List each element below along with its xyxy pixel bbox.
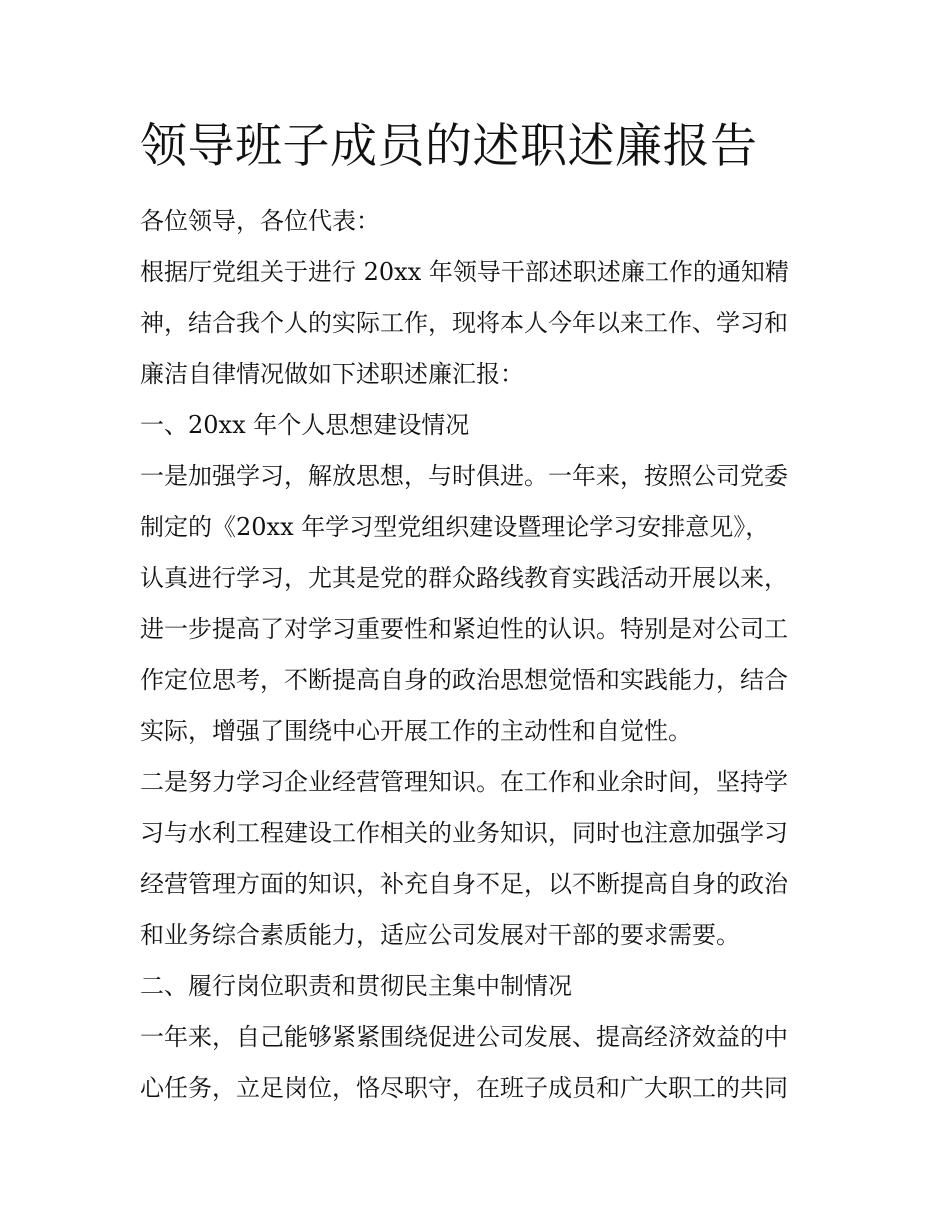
document-title: 领导班子成员的述职述廉报告: [140, 119, 758, 174]
document-body: [140, 196, 816, 1114]
paragraph-line: 和业务综合素质能力，适应公司发展对干部的要求需要。: [140, 921, 740, 949]
paragraph-line: 心任务，立足岗位，恪尽职守，在班子成员和广大职工的共同: [140, 1074, 788, 1102]
paragraph-line: 根据厅党组关于进行 20xx 年领导干部述职述廉工作的通知精: [140, 258, 789, 286]
paragraph-line: 制定的《20xx 年学习型党组织建设暨理论学习安排意见》，: [140, 513, 770, 541]
salutation-line: 各位领导，各位代表：: [140, 207, 380, 235]
paragraph-line: 作定位思考，不断提高自身的政治思想觉悟和实践能力，结合: [140, 666, 788, 694]
paragraph-line: 认真进行学习，尤其是党的群众路线教育实践活动开展以来，: [140, 564, 788, 592]
paragraph-line: 一是加强学习，解放思想，与时俱进。一年来，按照公司党委: [140, 462, 788, 490]
paragraph-line: 习与水利工程建设工作相关的业务知识，同时也注意加强学习: [140, 819, 788, 847]
paragraph-line: 经营管理方面的知识，补充自身不足，以不断提高自身的政治: [140, 870, 788, 898]
paragraph-line: 一年来，自己能够紧紧围绕促进公司发展、提高经济效益的中: [140, 1023, 788, 1051]
paragraph-line: 二是努力学习企业经营管理知识。在工作和业余时间，坚持学: [140, 768, 788, 796]
paragraph-line: 实际，增强了围绕中心开展工作的主动性和自觉性。: [140, 717, 692, 745]
paragraph-line: 廉洁自律情况做如下述职述廉汇报：: [140, 360, 524, 388]
paragraph-line: 神，结合我个人的实际工作，现将本人今年以来工作、学习和: [140, 309, 788, 337]
section-heading: 二、履行岗位职责和贯彻民主集中制情况: [140, 972, 572, 1000]
paragraph-line: 进一步提高了对学习重要性和紧迫性的认识。特别是对公司工: [140, 615, 788, 643]
section-heading: 一、20xx 年个人思想建设情况: [140, 411, 470, 439]
